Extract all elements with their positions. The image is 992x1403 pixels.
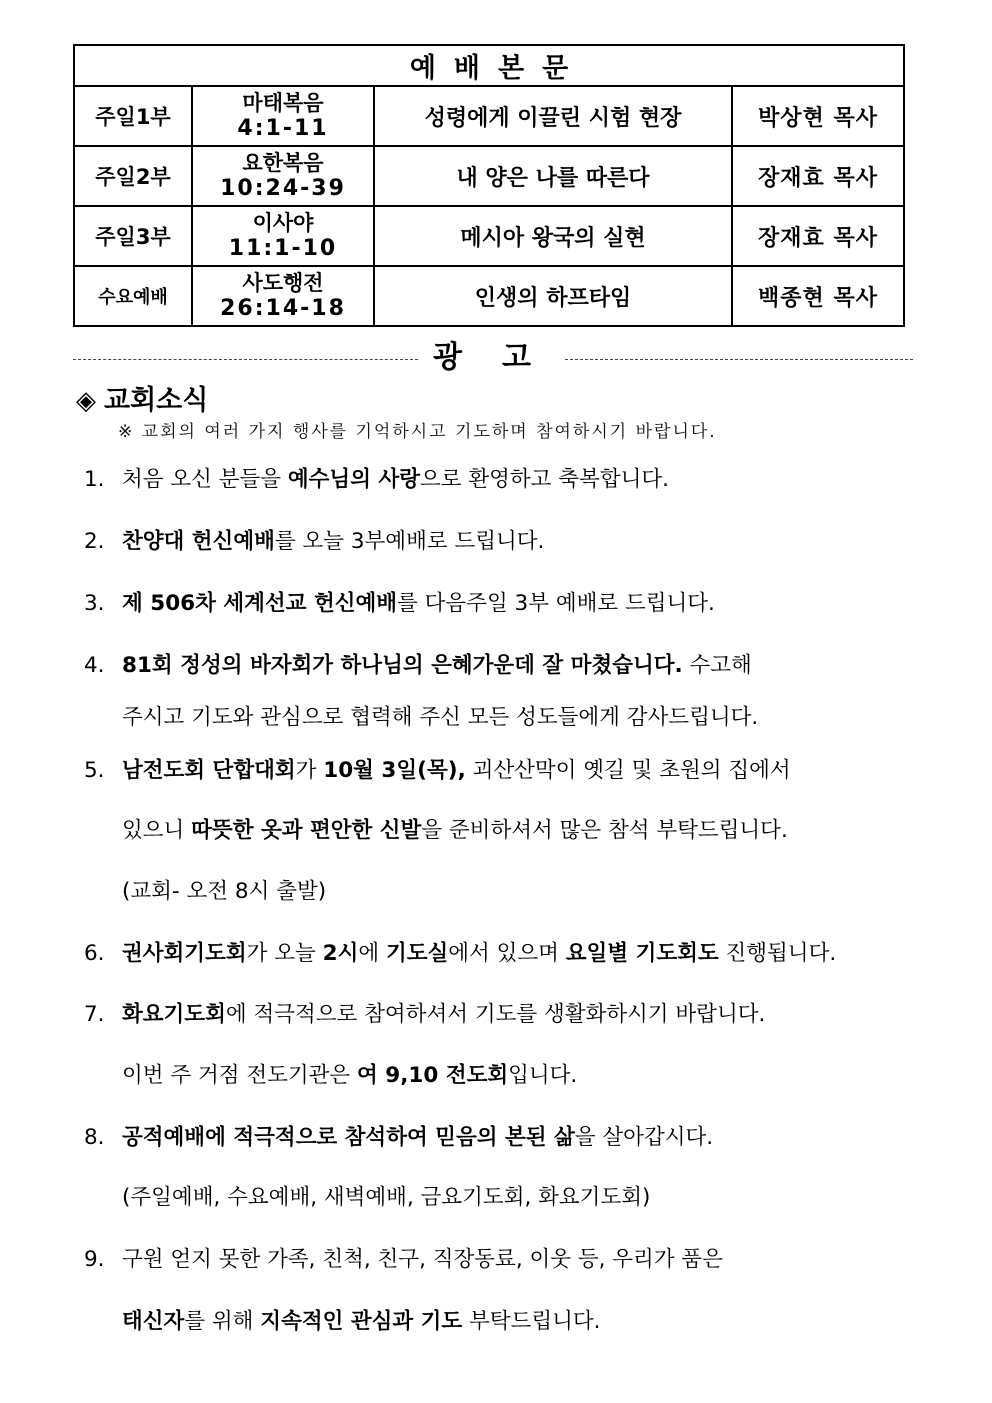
sermon-title: 인생의 하프타임 (374, 266, 732, 326)
sermon-title: 내 양은 나를 따른다 (374, 146, 732, 206)
worship-row (74, 206, 904, 266)
diamond-icon: ◈ (76, 386, 96, 416)
dashed-rule (73, 359, 418, 360)
scripture-book: 마태복음 (242, 91, 324, 115)
pastor-name: 장재효 목사 (732, 206, 904, 266)
list-item-continuation: (교회- 오전 8시 출발) (122, 879, 327, 904)
list-item: 6. 권사회기도회가 오늘 2시에 기도실에서 있으며 요일별 기도회도 진행됩니다. (84, 941, 837, 966)
news-note: ※ 교회의 여러 가지 행사를 기억하시고 기도하며 참여하시기 바랍니다. (118, 422, 717, 442)
scripture (192, 206, 374, 266)
scripture-book: 요한복음 (242, 151, 324, 175)
list-item: 1. 처음 오신 분들을 예수님의 사랑으로 환영하고 축복합니다. (84, 467, 669, 492)
sermon-title: 성령에게 이끌린 시험 현장 (374, 86, 732, 146)
list-item-continuation: 이번 주 거점 전도기관은 여 9,10 전도회입니다. (122, 1063, 578, 1088)
scripture-book: 사도행전 (242, 271, 324, 295)
worship-row (74, 266, 904, 326)
service-name: 주일3부 (74, 206, 192, 266)
dashed-rule (565, 359, 913, 360)
scripture-ref: 11:1-10 (228, 236, 338, 261)
scripture (192, 86, 374, 146)
pastor-name: 박상현 목사 (732, 86, 904, 146)
pastor-name: 장재효 목사 (732, 146, 904, 206)
pastor-name: 백종현 목사 (732, 266, 904, 326)
sermon-title: 메시아 왕국의 실현 (374, 206, 732, 266)
list-item: 8. 공적예배에 적극적으로 참석하여 믿음의 본된 삶을 살아갑시다. (84, 1125, 714, 1150)
list-item: 2. 찬양대 헌신예배를 오늘 3부예배로 드립니다. (84, 529, 545, 554)
news-heading-text: 교회소식 (104, 385, 209, 416)
list-item-continuation: 태신자를 위해 지속적인 관심과 기도 부탁드립니다. (122, 1309, 601, 1334)
service-name: 주일2부 (74, 146, 192, 206)
list-item-continuation: 주시고 기도와 관심으로 협력해 주신 모든 성도들에게 감사드립니다. (122, 705, 759, 730)
list-item: 7. 화요기도회에 적극적으로 참여하셔서 기도를 생활화하시기 바랍니다. (84, 1002, 766, 1027)
scripture-ref: 26:14-18 (220, 296, 346, 321)
service-name: 주일1부 (74, 86, 192, 146)
scripture-ref: 4:1-11 (237, 116, 329, 141)
news-heading (76, 378, 208, 417)
list-item-continuation: 있으니 따뜻한 옷과 편안한 신발을 준비하셔서 많은 참석 부탁드립니다. (122, 818, 788, 843)
scripture-book: 이사야 (252, 211, 314, 235)
scripture-ref: 10:24-39 (220, 176, 346, 201)
worship-table (73, 44, 905, 327)
worship-header: 예배본문 (74, 45, 904, 86)
ads-divider (73, 332, 913, 376)
worship-row (74, 146, 904, 206)
service-name: 수요예배 (74, 266, 192, 326)
worship-header-row (74, 45, 904, 86)
worship-row (74, 86, 904, 146)
list-item: 5. 남전도회 단합대회가 10월 3일(목), 괴산산막이 옛길 및 초원의 집에서 (84, 758, 791, 783)
list-item: 3. 제 506차 세계선교 헌신예배를 다음주일 3부 예배로 드립니다. (84, 591, 715, 616)
list-item: 4. 81회 정성의 바자회가 하나님의 은혜가운데 잘 마쳤습니다. 수고해 (84, 653, 752, 678)
scripture (192, 146, 374, 206)
list-item-continuation: (주일예배, 수요예배, 새벽예배, 금요기도회, 화요기도회) (122, 1185, 651, 1210)
scripture (192, 266, 374, 326)
ads-title: 광고 (433, 340, 571, 375)
list-item: 9. 구원 얻지 못한 가족, 친척, 친구, 직장동료, 이웃 등, 우리가 품은 (84, 1247, 723, 1272)
